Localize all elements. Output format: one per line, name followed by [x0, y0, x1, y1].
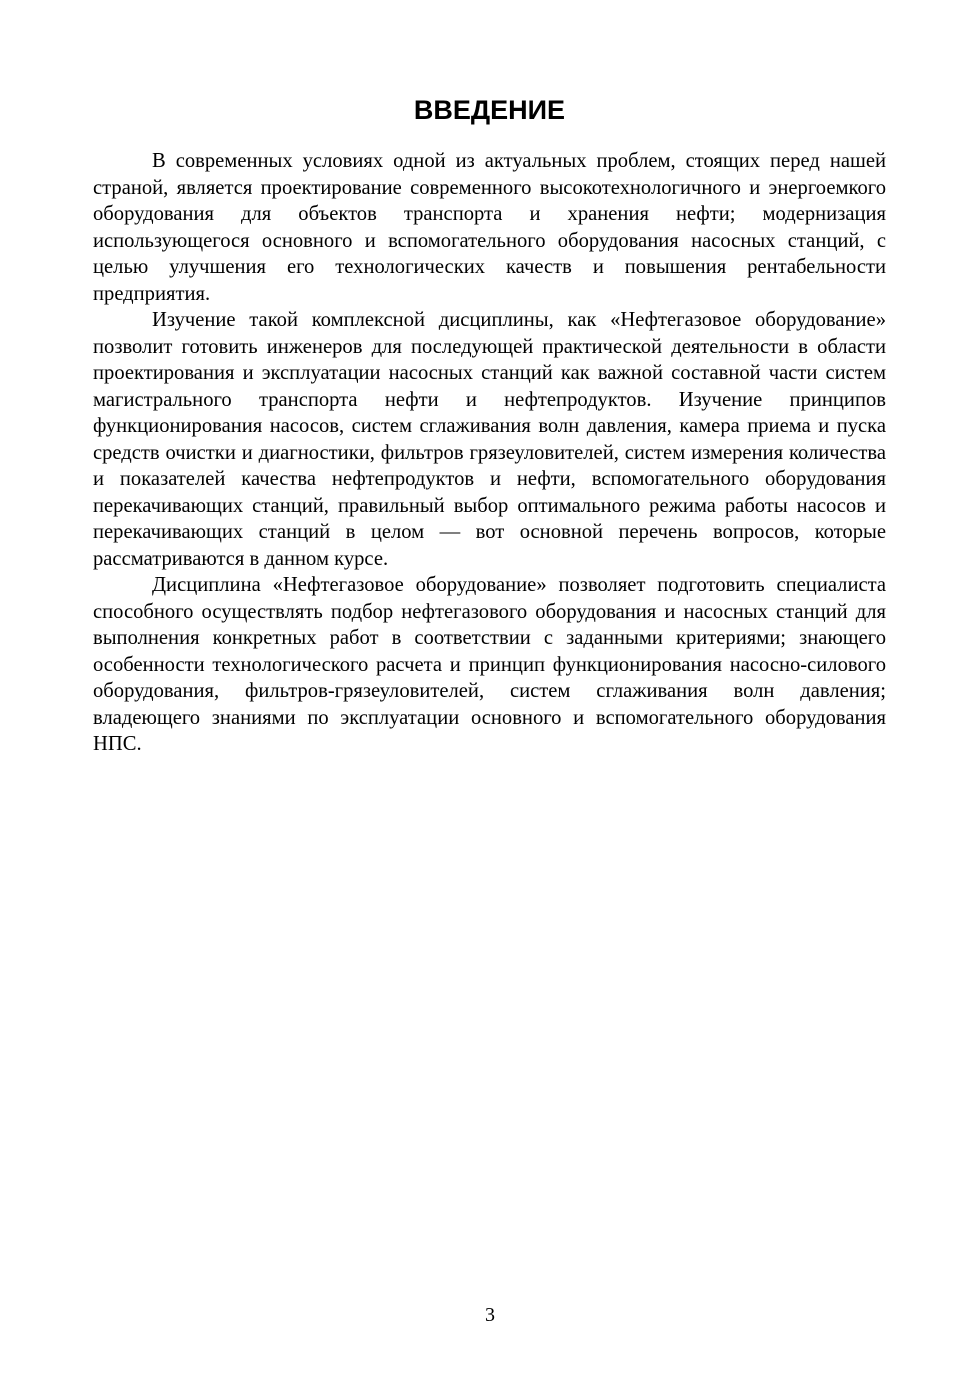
paragraph-2: Изучение такой комплексной дисциплины, как «Нефтегазовое оборудование» позволит готовить инженеров для последующей практической деятельности в области проектирования и эксплуатации насосных станций как важной составной части систем магистрального транспорта нефти и нефтепродуктов. Изучение принципов функционирования насосов, систем сглаживания волн давления, камера приема и пуска средств очистки и диагностики, фильтров грязеуловителей, систем измерения количества и показателей качества нефтепродуктов и нефти, вспомогательного оборудования перекачивающих станций, правильный выбор оптимального режима работы насосов и перекачивающих станций в целом — вот основной перечень вопросов, которые рассматриваются в данном курсе.	[93, 309, 886, 570]
paragraph-3: Дисциплина «Нефтегазовое оборудование» позволяет подготовить специалиста способного осуществлять подбор нефтегазового оборудования и насосных станций для выполнения конкретных работ в соответствии с заданными критериями; знающего особенности технологического расчета и принцип функционирования насосно-силового оборудования, фильтров-грязеуловителей, систем сглаживания волн давления; владеющего знаниями по эксплуатации основного и вспомогательного оборудования НПС.	[93, 574, 886, 755]
section-heading: ВВЕДЕНИЕ	[413, 95, 566, 125]
body-text	[93, 148, 886, 758]
page-number: 3	[485, 1304, 495, 1326]
paragraph-1: В современных условиях одной из актуальных проблем, стоящих перед нашей страной, является проектирование современного высокотехнологичного и энергоемкого оборудования для объектов транспорта и хранения нефти; модернизация использующегося основного и вспомогательного оборудования насосных станций, с целью улучшения его технологических качеств и повышения рентабельности предприятия.	[93, 150, 886, 305]
